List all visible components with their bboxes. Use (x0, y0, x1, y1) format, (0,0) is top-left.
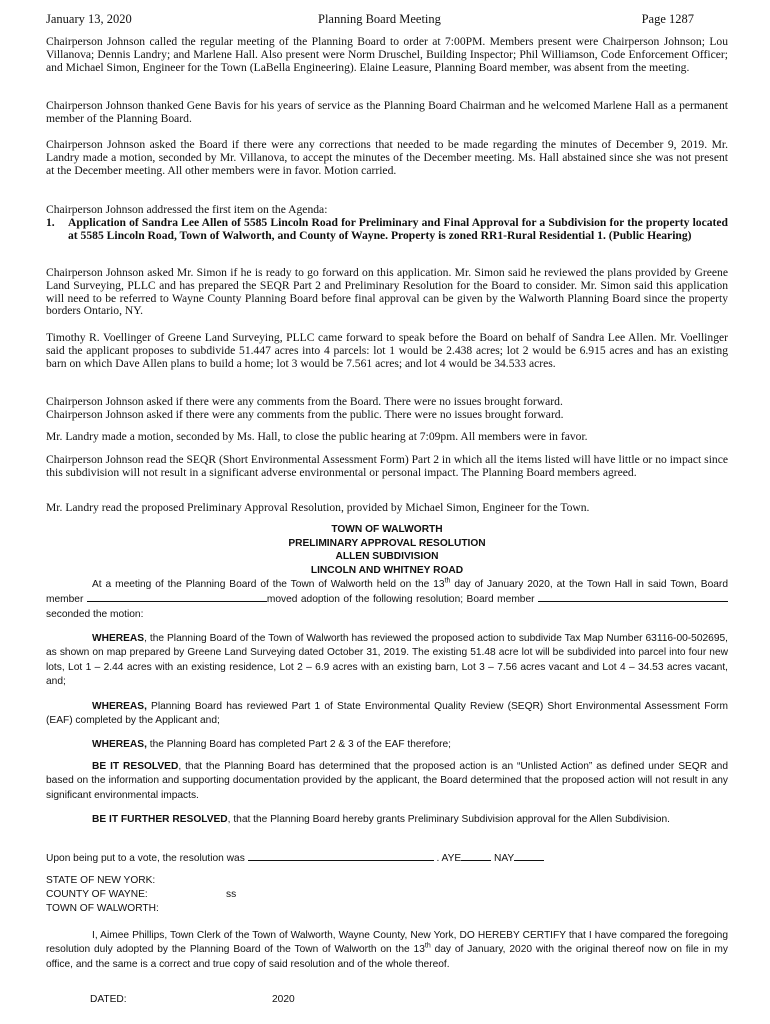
minutes-close-hearing: Mr. Landry made a motion, seconded by Ms. Hall, to close the public hearing at 7:09pm. All members were in favor. (46, 430, 588, 443)
header-date: January 13, 2020 (46, 12, 132, 26)
resolution-title-location: LINCOLN AND WHITNEY ROAD (310, 564, 464, 576)
venue-state: STATE OF NEW YORK: (46, 875, 156, 886)
agenda-item-text: Application of Sandra Lee Allen of 5585 Lincoln Road for Preliminary and Final Approval for a Subdivision for the property located at 5585 Lincoln Road, Town of Walworth, and County of Wayne. Property is zoned RR1-Rural Residential 1. (Public Hearing) (68, 216, 728, 242)
resolution-intro: At a meeting of the Planning Board of the Town of Walworth held on the 13th day of January 2020, at the Town Hall in said Town, Board member moved adoption of the following resolution; Board member seconded the motion: (46, 577, 728, 620)
vote-line: Upon being put to a vote, the resolution was . AYE NAY (46, 851, 728, 866)
resolved-1: BE IT RESOLVED, that the Planning Board has determined that the proposed action is an “Unlisted Action” as defined under SEQR and based on the information and supporting documentation provided by the applicant, the Board determined that the proposed action will not result in any significant environmental impacts. (46, 761, 729, 801)
vote-result-blank (248, 851, 434, 861)
header-page-number: Page 1287 (641, 12, 694, 26)
venue-town: TOWN OF WALWORTH: (46, 903, 159, 914)
dated-year: 2020 (272, 994, 295, 1005)
minutes-voellinger: Timothy R. Voellinger of Greene Land Surveying, PLLC came forward to speak before the Board on behalf of Sandra Lee Allen. Mr. Voellinger said the applicant proposes to subdivide 51.447 acres into 4 parcels: lot 1 would be 2.438 acres; lot 2 would be 6.915 acres and has an existing barn on which Dave Allen plans to build a home; lot 3 would be 7.561 acres; and lot 4 would be 34.533 acres. (46, 331, 728, 370)
minutes-board-comments: Chairperson Johnson asked if there were any comments from the Board. There were no issues brought forward. (46, 395, 563, 408)
whereas-2: WHEREAS, Planning Board has reviewed Part 1 of State Environmental Quality Review (SEQR) Short Environmental Assessment Form (EAF) completed by the Applicant and; (46, 701, 728, 727)
resolution-title (46, 523, 728, 577)
resolution-title-town: TOWN OF WALWORTH (331, 524, 443, 535)
whereas-3: WHEREAS, the Planning Board has completed Part 2 & 3 of the EAF therefore; (92, 739, 452, 750)
agenda-item-1 (46, 217, 728, 257)
seconder-blank (538, 592, 728, 602)
whereas-1: WHEREAS, the Planning Board of the Town of Walworth has reviewed the proposed action to subdivide Tax Map Number 63116-00-502695, as shown on map prepared by Greene Land Surveying dated October 31, 2019. The existing 51.48 acre lot will be subdivided into parcel into four new lots, Lot 1 – 2.44 acres with an existing residence, Lot 2 – 6.9 acres with an existing barn, Lot 3 – 7.56 acres vacant and Lot 4 – 34.53 acres vacant, and; (46, 633, 728, 688)
aye-blank (461, 851, 491, 861)
dated-line (90, 994, 295, 1005)
dated-label: DATED: (90, 994, 127, 1005)
board-member-blank (87, 592, 267, 602)
minutes-welcome: Chairperson Johnson thanked Gene Bavis for his years of service as the Planning Board Chairman and he welcomed Marlene Hall as a permanent member of the Planning Board. (46, 99, 728, 125)
page-header (46, 12, 694, 28)
minutes-seqr: Chairperson Johnson read the SEQR (Short Environmental Assessment Form) Part 2 in which all the items listed will have little or no impact since this subdivision will not result in a significant adverse environmental or personal impact. The Planning Board members agreed. (46, 453, 728, 479)
minutes-simon-review: Chairperson Johnson asked Mr. Simon if he is ready to go forward on this application. Mr. Simon said he reviewed the plans provided by Greene Land Surveying, PLLC and has prepared the SEQR Part 2 and Preliminary Resolution for the Board to consider. Mr. Simon said this application will need to be referred to Wayne County Planning Board before final approval can be given by the Walworth Planning Board since the property borders Ontario, NY. (46, 266, 728, 318)
minutes-resolution-read: Mr. Landry read the proposed Preliminary Approval Resolution, provided by Michael Simon, Engineer for the Town. (46, 501, 590, 514)
header-title: Planning Board Meeting (318, 12, 441, 26)
resolved-2: BE IT FURTHER RESOLVED, that the Planning Board hereby grants Preliminary Subdivision approval for the Allen Subdivision. (92, 814, 670, 825)
minutes-call-to-order: Chairperson Johnson called the regular meeting of the Planning Board to order at 7:00PM. Members present were Chairperson Johnson; Lou Villanova; Dennis Landry; and Marlene Hall. Also present were Norm Druschel, Building Inspector; Phil Williamson, Code Enforcement Officer; and Michael Simon, Engineer for the Town (LaBella Engineering). Elaine Leasure, Planning Board member, was absent from the meeting. (46, 35, 728, 74)
venue-county: COUNTY OF WAYNE: ss (46, 888, 346, 902)
minutes-agenda-intro: Chairperson Johnson addressed the first item on the Agenda: (46, 203, 328, 216)
nay-blank (514, 851, 544, 861)
agenda-item-number: 1. (46, 216, 55, 229)
resolution-title-subdivision: ALLEN SUBDIVISION (335, 551, 439, 563)
resolution-title-type: PRELIMINARY APPROVAL RESOLUTION (288, 537, 486, 549)
minutes-public-comments: Chairperson Johnson asked if there were any comments from the public. There were no issues brought forward. (46, 408, 564, 421)
minutes-corrections: Chairperson Johnson asked the Board if there were any corrections that needed to be made regarding the minutes of December 9, 2019. Mr. Landry made a motion, seconded by Mr. Villanova, to accept the minutes of the December meeting. Ms. Hall abstained since she was not present at the December meeting. All other members were in favor. Motion carried. (46, 138, 728, 177)
venue-ss: ss (226, 889, 237, 900)
clerk-certification: I, Aimee Phillips, Town Clerk of the Town of Walworth, Wayne County, New York, DO HEREBY CERTIFY that I have compared the foregoing resolution duly adopted by the Planning Board of the Town of Walworth on the 13th day of January, 2020 with the original thereof now on file in my office, and the same is a correct and true copy of said resolution and of the whole thereof. (46, 930, 728, 970)
